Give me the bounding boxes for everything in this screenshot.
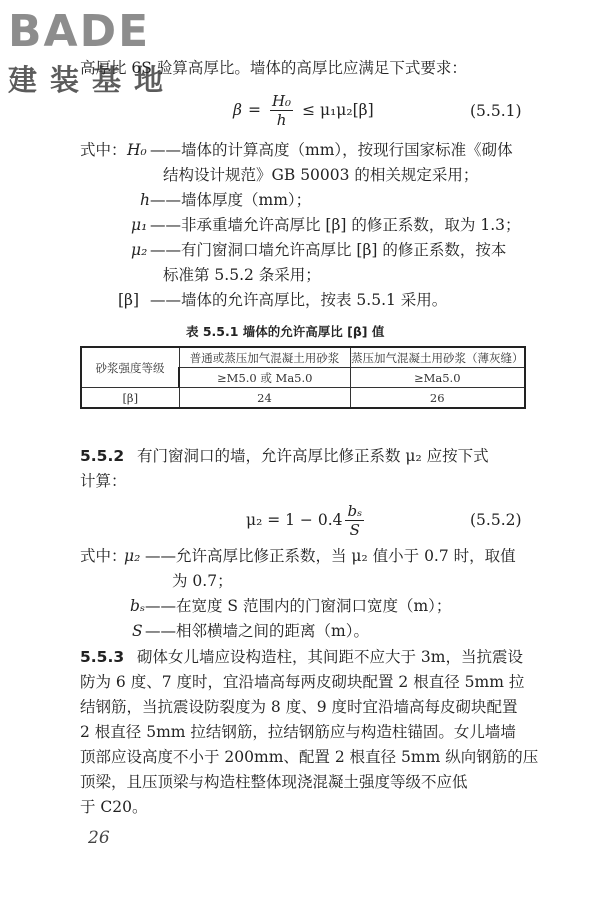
def-mu1-symbol: μ₁ [131, 216, 148, 234]
formula-rhs: ≤ μ₁μ₂[β] [302, 101, 374, 119]
clause-5-5-2-line1: 有门窗洞口的墙，允许高厚比修正系数 μ₂ 应按下式 [137, 447, 489, 465]
table-col1-header: 普通或蒸压加气混凝土用砂浆 [179, 347, 350, 368]
def-mu2-line2: 标准第 5.5.2 条采用； [163, 266, 321, 284]
watermark-logo [8, 6, 183, 96]
table-beta-col1: 24 [179, 388, 350, 409]
page-number: 26 [88, 828, 110, 848]
def-h0-symbol: H₀ [127, 141, 147, 159]
def-mu2-line1: ——允许高厚比修正系数，当 μ₂ 值小于 0.7 时，取值 [145, 547, 516, 565]
defs-prefix: 式中： [80, 547, 127, 565]
clause-5-5-3-line2: 防为 6 度、7 度时，宜沿墙高每两皮砌块配置 2 根直径 5mm 拉 [80, 673, 525, 691]
clause-5-5-3-line3: 结钢筋，当抗震设防裂度为 8 度、9 度时宜沿墙高每皮砌块配置 [80, 698, 518, 716]
def-mu1-text: ——非承重墙允许高厚比 [β] 的修正系数，取为 1.3； [150, 216, 521, 234]
def-beta-symbol: [β] [118, 291, 140, 309]
def-s-symbol: S [132, 622, 143, 640]
formula-number-5-5-1: (5.5.1) [470, 102, 522, 120]
clause-5-5-3-line4: 2 根直径 5mm 拉结钢筋，拉结钢筋应与构造柱锚固。女儿墙墙 [80, 723, 516, 741]
clause-5-5-2-line2: 计算： [80, 472, 127, 490]
fraction-denominator: S [349, 520, 360, 539]
fraction-denominator: h [276, 110, 287, 129]
logo-brand-cn: 建装基地 [8, 63, 177, 97]
clause-5-5-3-line5: 顶部应设高度不小于 200mm、配置 2 根直径 5mm 纵向钢筋的压 [80, 748, 539, 766]
table-beta-label: [β] [81, 388, 179, 409]
table-beta-col2: 26 [350, 388, 525, 409]
def-h-symbol: h [140, 191, 150, 209]
table-row [81, 347, 525, 368]
table-5-5-1 [80, 346, 526, 409]
def-h0-line2: 结构设计规范》GB 50003 的相关规定采用； [163, 166, 479, 184]
logo-brand-text: BADE [8, 6, 151, 57]
clause-5-5-3-line6: 顶梁，且压顶梁与构造柱整体现浇混凝土强度等级不应低 [80, 773, 468, 791]
fraction-numerator: H₀ [271, 91, 292, 110]
formula-lhs: μ₂ = 1 − 0.4 [246, 511, 343, 529]
defs-prefix: 式中： [80, 141, 127, 159]
def-mu2-line1: ——有门窗洞口墙允许高厚比 [β] 的修正系数，按本 [150, 241, 507, 259]
formula-5-5-1 [233, 88, 374, 132]
def-h0-line1: ——墙体的计算高度（mm），按现行国家标准《砌体 [150, 141, 513, 159]
def-bs-symbol: bₛ [130, 597, 146, 615]
formula-eq: = [247, 101, 261, 119]
def-h-text: ——墙体厚度（mm）； [150, 191, 312, 209]
formula-fraction [270, 92, 293, 129]
def-mu2-symbol: μ₂ [131, 241, 148, 259]
table-row [81, 388, 525, 409]
table-col2-header: 蒸压加气混凝土用砂浆（薄灰缝） [350, 347, 525, 368]
def-beta-text: ——墙体的允许高厚比，按表 5.5.1 采用。 [150, 291, 448, 309]
clause-5-5-3-line7: 于 C20。 [80, 798, 148, 816]
formula-lhs: β [233, 101, 242, 119]
def-mu2-symbol: μ₂ [124, 547, 141, 565]
formula-number-5-5-2: (5.5.2) [470, 511, 522, 529]
fraction-numerator: bₛ [347, 501, 363, 520]
table-col2-grade: ≥Ma5.0 [350, 368, 525, 388]
formula-fraction [345, 502, 364, 539]
table-col1-grade: ≥M5.0 或 Ma5.0 [179, 368, 350, 388]
formula-5-5-2 [246, 498, 367, 542]
intro-line: 高厚比 6S 验算高厚比。墙体的高厚比应满足下式要求： [80, 59, 467, 77]
def-mu2-line2: 为 0.7； [172, 572, 233, 590]
table-caption: 表 5.5.1 墙体的允许高厚比 [β] 值 [186, 324, 385, 339]
def-s-text: ——相邻横墙之间的距离（m）。 [145, 622, 369, 640]
def-bs-text: ——在宽度 S 范围内的门窗洞口宽度（m）； [145, 597, 452, 615]
clause-5-5-3-line1: 砌体女儿墙应设构造柱，其间距不应大于 3m，当抗震设 [137, 648, 523, 666]
clause-number-5-5-3: 5.5.3 [80, 648, 125, 666]
table-row-header: 砂浆强度等级 [81, 347, 179, 388]
clause-number-5-5-2: 5.5.2 [80, 447, 125, 465]
